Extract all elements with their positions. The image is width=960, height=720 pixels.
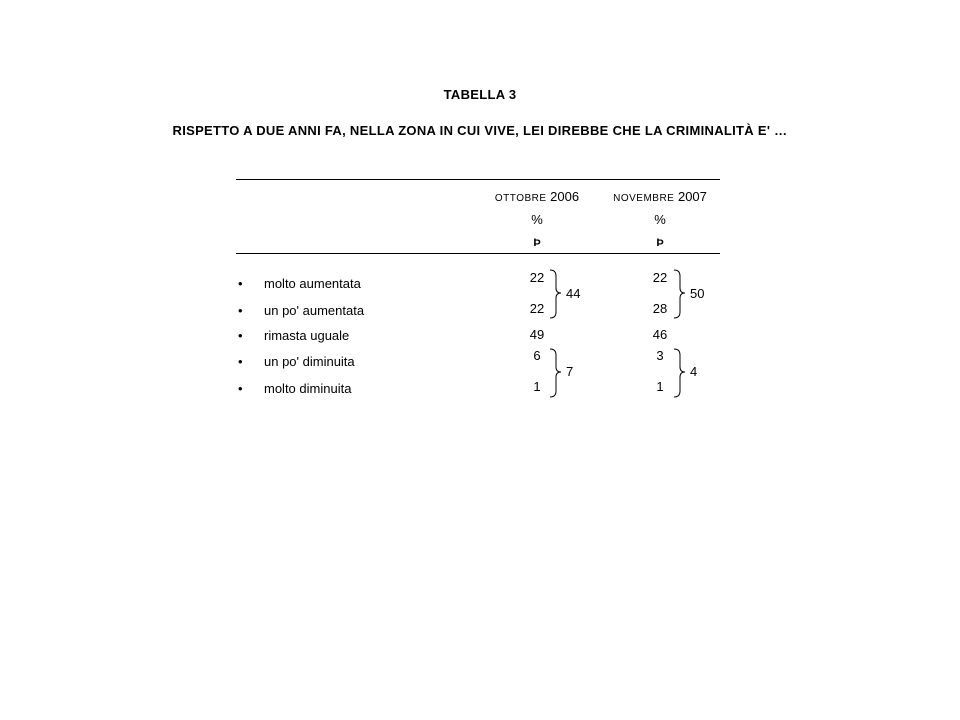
subtotal-aumentata-2007: 50	[690, 286, 705, 301]
value-2007: 22	[652, 270, 668, 285]
column-month: OTTOBRE	[494, 193, 547, 204]
arrow-icon: Þ	[533, 237, 541, 249]
column-header-2006	[482, 189, 592, 204]
column-header-2007	[602, 189, 718, 204]
value-2007: 46	[652, 327, 668, 342]
arrow-icon: Þ	[656, 237, 664, 249]
row-label: rimasta uguale	[264, 328, 350, 343]
column-month: NOVEMBRE	[613, 193, 675, 204]
subtotal-diminuita-2006: 7	[566, 364, 574, 379]
bullet-icon: •	[238, 303, 243, 318]
column-year: 2007	[677, 189, 707, 204]
survey-question: RISPETTO A DUE ANNI FA, NELLA ZONA IN CUI VIVE, LEI DIREBBE CHE LA CRIMINALITÀ E' …	[172, 123, 788, 138]
value-2006: 22	[529, 301, 545, 316]
value-2007: 3	[656, 348, 664, 363]
bullet-icon: •	[238, 381, 243, 396]
percent-unit: %	[654, 212, 666, 227]
column-year: 2006	[550, 189, 580, 204]
value-2006: 6	[533, 348, 541, 363]
row-label: un po' diminuita	[264, 354, 355, 369]
value-2006: 49	[529, 327, 545, 342]
value-2006: 22	[529, 270, 545, 285]
bullet-icon: •	[238, 276, 243, 291]
percent-unit: %	[531, 212, 543, 227]
bullet-icon: •	[238, 328, 243, 343]
row-label: molto diminuita	[264, 381, 352, 396]
table-title: TABELLA 3	[443, 87, 517, 102]
bullet-icon: •	[238, 354, 243, 369]
table-top-rule	[236, 179, 720, 180]
row-label: molto aumentata	[264, 276, 361, 291]
row-label: un po' aumentata	[264, 303, 365, 318]
table-header-rule	[236, 253, 720, 254]
value-2006: 1	[533, 379, 541, 394]
subtotal-aumentata-2006: 44	[566, 286, 581, 301]
subtotal-diminuita-2007: 4	[690, 364, 698, 379]
value-2007: 28	[652, 301, 668, 316]
value-2007: 1	[656, 379, 664, 394]
